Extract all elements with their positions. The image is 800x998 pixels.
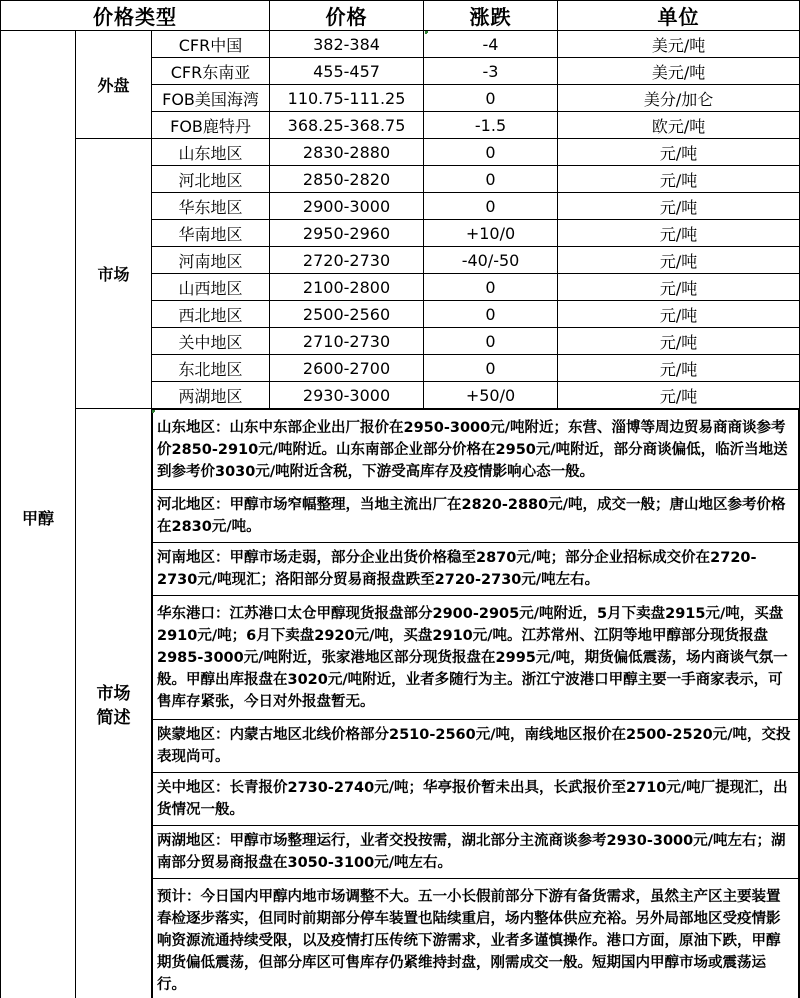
foreign-label: 外盘 — [76, 31, 152, 139]
row-price: 2710-2730 — [270, 328, 424, 355]
row-price: 2100-2800 — [270, 274, 424, 301]
row-price: 2600-2700 — [270, 355, 424, 382]
row-unit: 美元/吨 — [558, 31, 800, 58]
row-name: 两湖地区 — [152, 382, 270, 409]
row-name: 山东地区 — [152, 139, 270, 166]
row-price: 2500-2560 — [270, 301, 424, 328]
row-price: 2850-2820 — [270, 166, 424, 193]
cell-marker — [425, 31, 428, 34]
row-price: 382-384 — [270, 31, 424, 58]
note-henan: 河南地区：甲醇市场走弱，部分企业出货价格稳至2870元/吨；部分企业招标成交价在2720-2730元/吨现汇；洛阳部分贸易商报盘跌至2720-2730元/吨左右。 — [153, 543, 799, 596]
row-change: 0 — [424, 355, 558, 382]
summary-label-line1: 市场 — [96, 684, 131, 705]
note-forecast: 预计：今日国内甲醇内地市场调整不大。五一小长假前部分下游有备货需求，虽然主产区主要装置春检逐步落实，但同时前期部分停车装置也陆续重启，场内整体供应充裕。另外局部地区受疫情影响资源流通持续受限，以及疫情打压传统下游需求，业者多谨慎操作。港口方面，原油下跌，甲醇期货偏低震荡，但部分库区可售库存仍紧维持封盘，刚需成交一般。短期国内甲醇市场或震荡运行。 — [153, 879, 799, 998]
row-name: 山西地区 — [152, 274, 270, 301]
row-change: 0 — [424, 301, 558, 328]
row-name: 东北地区 — [152, 355, 270, 382]
note-hebei: 河北地区：甲醇市场窄幅整理，当地主流出厂在2820-2880元/吨，成交一般；唐山地区参考价格在2830元/吨。 — [153, 490, 799, 543]
header-price: 价格 — [270, 1, 424, 31]
row-price: 2900-3000 — [270, 193, 424, 220]
row-price: 2830-2880 — [270, 139, 424, 166]
header-change: 涨跌 — [424, 1, 558, 31]
summary-label — [76, 409, 152, 998]
price-row — [1, 139, 800, 166]
row-name: FOB美国海湾 — [152, 85, 270, 112]
header-price-type: 价格类型 — [1, 1, 270, 31]
note-shandong: 山东地区：山东中东部企业出厂报价在2950-3000元/吨附近；东营、淄博等周边贸易商商谈参考价2850-2910元/吨附近。山东南部企业部分价格在2950元/吨附近，部分商谈偏低，临沂当地送到参考价3030元/吨附近含税，下游受高库存及疫情影响心态一般。 — [153, 410, 799, 490]
row-name: CFR中国 — [152, 31, 270, 58]
row-name: 华南地区 — [152, 220, 270, 247]
header-row — [1, 1, 800, 31]
row-unit: 元/吨 — [558, 274, 800, 301]
row-unit: 元/吨 — [558, 301, 800, 328]
market-label: 市场 — [76, 139, 152, 409]
row-unit: 元/吨 — [558, 166, 800, 193]
row-price: 2720-2730 — [270, 247, 424, 274]
summary-label-line2: 简述 — [96, 708, 131, 729]
row-unit: 元/吨 — [558, 247, 800, 274]
row-unit: 元/吨 — [558, 220, 800, 247]
row-change: -1.5 — [424, 112, 558, 139]
row-change: 0 — [424, 85, 558, 112]
row-price: 2930-3000 — [270, 382, 424, 409]
row-unit: 元/吨 — [558, 193, 800, 220]
row-name: FOB鹿特丹 — [152, 112, 270, 139]
row-name: 西北地区 — [152, 301, 270, 328]
row-unit: 元/吨 — [558, 382, 800, 409]
row-unit: 美元/吨 — [558, 58, 800, 85]
row-change: 0 — [424, 139, 558, 166]
row-change: 0 — [424, 274, 558, 301]
row-change: 0 — [424, 328, 558, 355]
header-unit: 单位 — [558, 1, 800, 31]
row-name: 关中地区 — [152, 328, 270, 355]
row-unit: 元/吨 — [558, 328, 800, 355]
row-change: +50/0 — [424, 382, 558, 409]
product-label: 甲醇 — [1, 31, 76, 998]
row-name: 河南地区 — [152, 247, 270, 274]
row-unit: 元/吨 — [558, 139, 800, 166]
row-price: 2950-2960 — [270, 220, 424, 247]
row-price: 368.25-368.75 — [270, 112, 424, 139]
row-change: -40/-50 — [424, 247, 558, 274]
summary-notes — [152, 409, 800, 998]
row-change: -3 — [424, 58, 558, 85]
note-east-china-port: 华东港口：江苏港口太仓甲醇现货报盘部分2900-2905元/吨附近，5月下卖盘2915元/吨，买盘2910元/吨；6月下卖盘2920元/吨，买盘2910元/吨。江苏常州、江阴等地甲醇部分现货报盘2985-3000元/吨附近，张家港地区部分现货报盘在2995元/吨，期货偏低震荡，场内商谈气氛一般。甲醇出库报盘在3020元/吨附近，业者多随行为主。浙江宁波港口甲醇主要一手商家表示，可售库存紧张，今日对外报盘暂无。 — [153, 596, 799, 720]
row-change: +10/0 — [424, 220, 558, 247]
row-change: -4 — [424, 31, 558, 58]
note-guanzhong: 关中地区：长青报价2730-2740元/吨；华亭报价暂未出具，长武报价至2710元/吨厂提现汇，出货情况一般。 — [153, 773, 799, 826]
note-shaanxi-mongolia: 陕蒙地区：内蒙古地区北线价格部分2510-2560元/吨，南线地区报价在2500-2520元/吨，交投表现尚可。 — [153, 720, 799, 773]
price-row — [1, 31, 800, 58]
row-unit: 元/吨 — [558, 355, 800, 382]
row-price: 110.75-111.25 — [270, 85, 424, 112]
cell-marker — [152, 410, 155, 413]
summary-row — [1, 409, 800, 998]
row-price: 455-457 — [270, 58, 424, 85]
row-change: 0 — [424, 166, 558, 193]
notes-table — [152, 409, 799, 998]
note-lianghu: 两湖地区：甲醇市场整理运行，业者交投按需，湖北部分主流商谈参考2930-3000元/吨左右；湖南部分贸易商报盘在3050-3100元/吨左右。 — [153, 826, 799, 879]
row-name: 华东地区 — [152, 193, 270, 220]
row-change: 0 — [424, 193, 558, 220]
row-name: 河北地区 — [152, 166, 270, 193]
row-unit: 欧元/吨 — [558, 112, 800, 139]
row-unit: 美分/加仑 — [558, 85, 800, 112]
row-name: CFR东南亚 — [152, 58, 270, 85]
